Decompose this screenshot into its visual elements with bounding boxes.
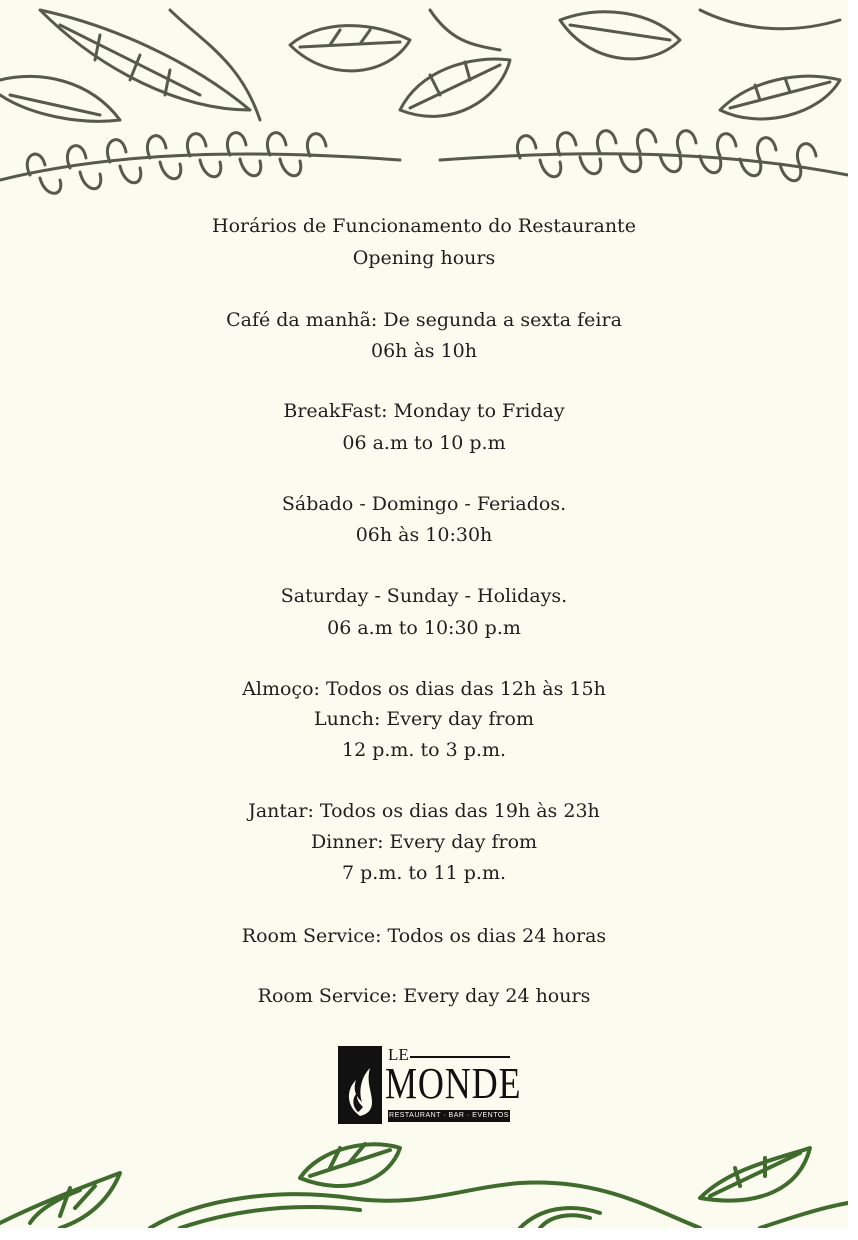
room-service-en: Room Service: Every day 24 hours bbox=[257, 985, 591, 1007]
weekend-en-time: 06 a.m to 10:30 p.m bbox=[327, 617, 521, 639]
breakfast-en-days: BreakFast: Monday to Friday bbox=[283, 400, 565, 422]
logo-rule bbox=[410, 1056, 510, 1058]
dinner-pt: Jantar: Todos os dias das 19h às 23h bbox=[248, 800, 600, 822]
dinner-en-days: Dinner: Every day from bbox=[310, 831, 538, 853]
scan-margin-bottom bbox=[0, 1228, 858, 1240]
page-title: Horários de Funcionamento do Restaurante bbox=[212, 215, 636, 237]
breakfast-pt-days: Café da manhã: De segunda a sexta feira bbox=[226, 309, 622, 331]
top-leaf-ornament-icon bbox=[0, 0, 848, 210]
page-subtitle: Opening hours bbox=[352, 247, 496, 269]
weekend-pt-time: 06h às 10:30h bbox=[355, 524, 493, 546]
logo-tagline: RESTAURANT · BAR · EVENTOS bbox=[388, 1110, 510, 1122]
logo-name: MONDE bbox=[385, 1059, 522, 1108]
room-service-pt: Room Service: Todos os dias 24 horas bbox=[241, 925, 607, 947]
breakfast-en-time: 06 a.m to 10 p.m bbox=[342, 432, 506, 454]
logo-le: LE bbox=[388, 1045, 409, 1064]
dinner-en-time: 7 p.m. to 11 p.m. bbox=[341, 862, 506, 884]
flame-logo-icon bbox=[338, 1046, 382, 1124]
lunch-pt: Almoço: Todos os dias das 12h às 15h bbox=[242, 678, 606, 700]
lunch-en-time: 12 p.m. to 3 p.m. bbox=[341, 739, 506, 761]
bottom-leaf-ornament-icon bbox=[0, 1128, 848, 1228]
weekend-en-days: Saturday - Sunday - Holidays. bbox=[280, 585, 568, 607]
lunch-en-days: Lunch: Every day from bbox=[314, 708, 534, 730]
breakfast-pt-time: 06h às 10h bbox=[371, 340, 477, 362]
scan-margin-right bbox=[848, 0, 858, 1240]
le-monde-logo bbox=[338, 1045, 522, 1126]
weekend-pt-days: Sábado - Domingo - Feriados. bbox=[281, 493, 567, 515]
